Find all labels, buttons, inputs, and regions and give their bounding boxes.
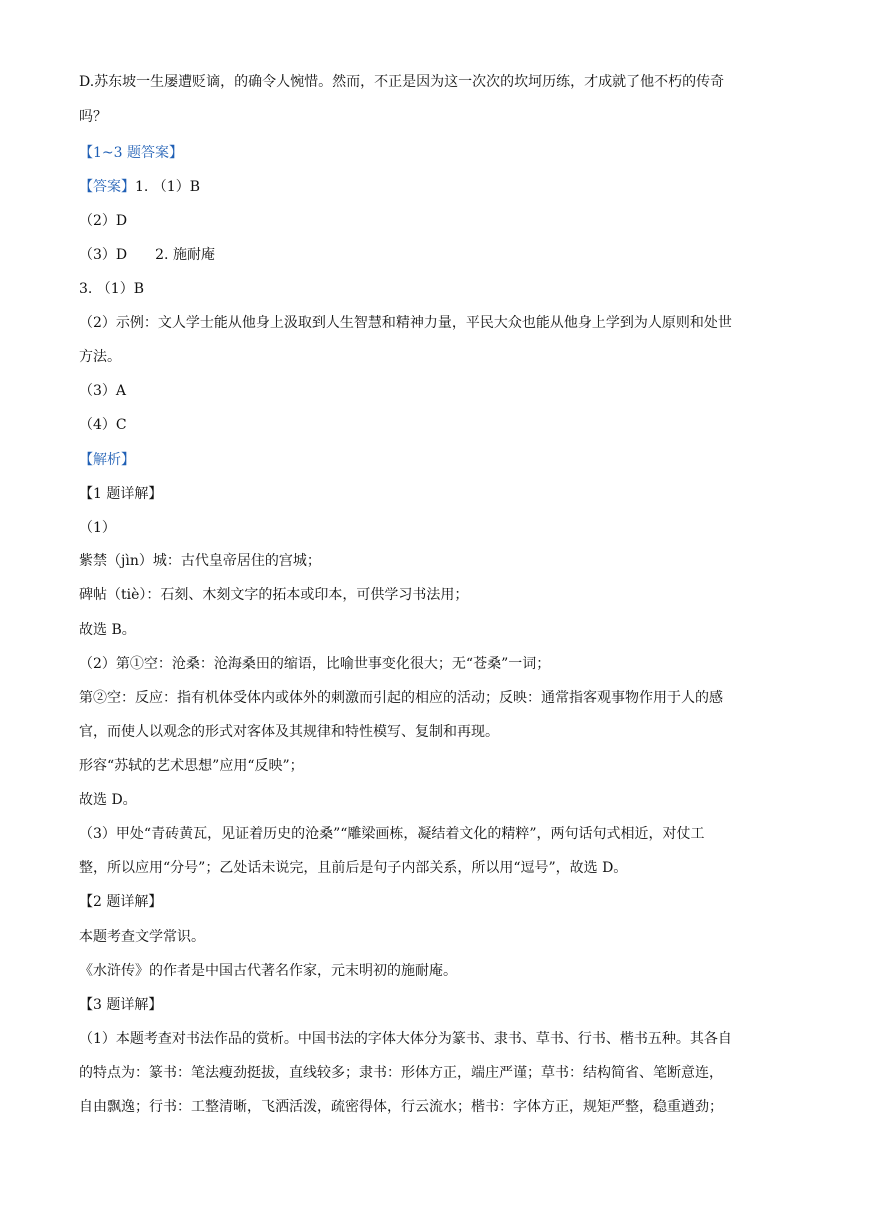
q1-part1-choice: 故选 B。	[79, 622, 136, 638]
q3-part1-text-cont: 的特点为：篆书：笔法瘦劲挺拔，直线较多；隶书：形体方正，端庄严谨；草书：结构简省、笔断意连，	[79, 1065, 723, 1081]
q1-detail-heading: 【1 题详解】	[79, 486, 163, 502]
answer-block-heading: 【1~3 题答案】	[79, 145, 183, 161]
analysis-heading: 【解析】	[79, 452, 135, 468]
q1-part2-blank1: （2）第①空：沧桑：沧海桑田的缩语，比喻世事变化很大；无“苍桑”一词；	[79, 656, 551, 672]
answer-3-3: （3）A	[79, 383, 127, 399]
answer-1-3-and-2: （3）D 2. 施耐庵	[79, 247, 215, 263]
q2-detail-heading: 【2 题详解】	[79, 894, 163, 910]
q3-part1-text-cont2: 自由飘逸；行书：工整清晰，飞洒活泼，疏密得体，行云流水；楷书：字体方正，规矩严整，稳重遒劲；	[79, 1099, 723, 1115]
q1-part2-blank2: 第②空：反应：指有机体受体内或体外的刺激而引起的相应的活动；反映：通常指客观事物作用于人的感	[79, 690, 723, 706]
q1-part2-blank2-cont: 官，而使人以观念的形式对客体及其规律和特性模写、复制和再现。	[79, 724, 499, 740]
answer-1-1: 1. （1）B	[135, 179, 201, 195]
q3-part1-text: （1）本题考查对书法作品的赏析。中国书法的字体大体分为篆书、隶书、草书、行书、楷书五种。其各自	[79, 1031, 732, 1047]
q1-part2-usage: 形容“苏轼的艺术思想”应用“反映”；	[79, 758, 304, 774]
answer-tag: 【答案】	[79, 179, 135, 195]
q1-part2-choice: 故选 D。	[79, 792, 137, 808]
q2-explanation: 《水浒传》的作者是中国古代著名作家，元末明初的施耐庵。	[79, 963, 457, 979]
answer-3-4: （4）C	[79, 417, 127, 433]
answer-line	[79, 177, 200, 197]
q1-part1-word2: 碑帖（tiè）：石刻、木刻文字的拓本或印本，可供学习书法用；	[79, 587, 469, 603]
answer-1-2: （2）D	[79, 213, 128, 229]
q2-topic: 本题考查文学常识。	[79, 929, 205, 945]
q1-part1-label: （1）	[79, 520, 116, 536]
answer-3-1: 3. （1）B	[79, 281, 145, 297]
answer-3-2-cont: 方法。	[79, 349, 121, 365]
q1-part3-text: （3）甲处“青砖黄瓦，见证着历史的沧桑”“雕梁画栋，凝结着文化的精粹”，两句话句式相近，对仗工	[79, 826, 705, 842]
q3-detail-heading: 【3 题详解】	[79, 997, 163, 1013]
option-d-text-cont: 吗？	[79, 109, 107, 125]
q1-part3-text-cont: 整，所以应用“分号”；乙处话未说完，且前后是句子内部关系，所以用“逗号”，故选 D。	[79, 860, 628, 876]
q1-part1-word1: 紫禁（jìn）城：古代皇帝居住的宫城；	[79, 553, 321, 569]
option-d-text: D.苏东坡一生屡遭贬谪，的确令人惋惜。然而，不正是因为这一次次的坎坷历练，才成就了他不朽的传奇	[79, 74, 725, 90]
answer-3-2: （2）示例：文人学士能从他身上汲取到人生智慧和精神力量，平民大众也能从他身上学到为人原则和处世	[79, 315, 732, 331]
